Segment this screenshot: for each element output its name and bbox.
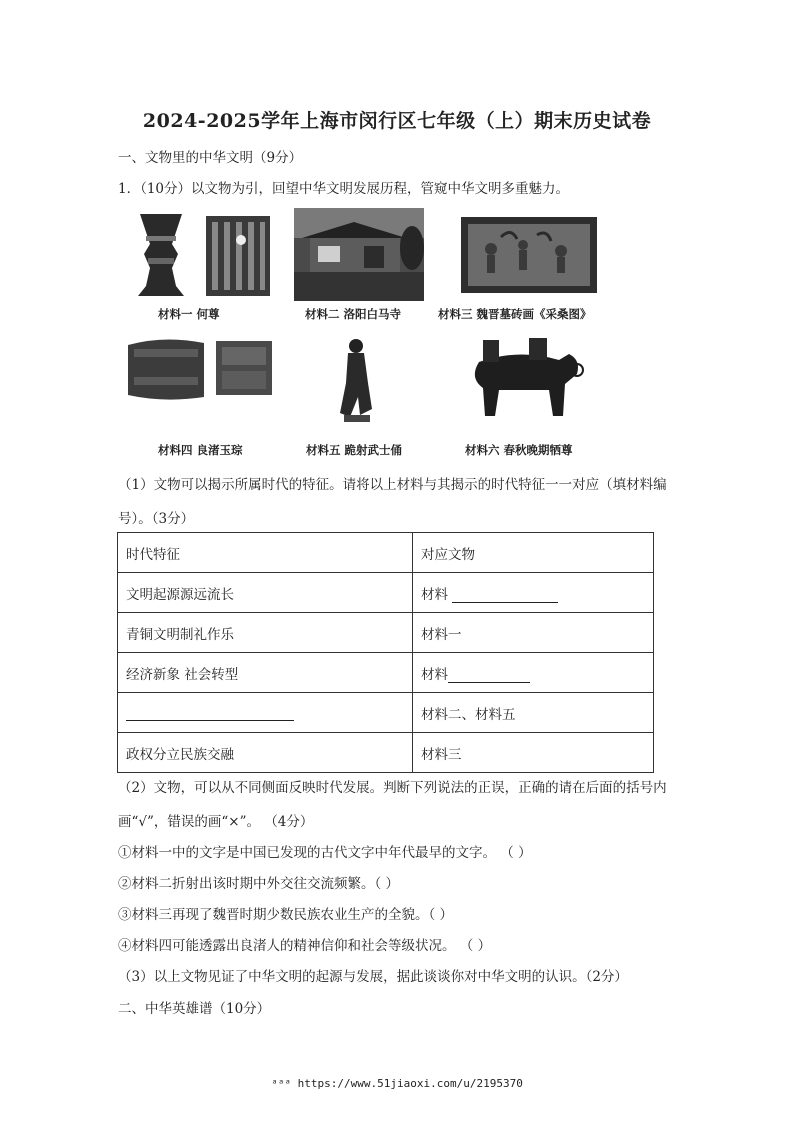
table-row	[118, 613, 654, 653]
material-6-caption: 材料六 春秋晚期牺尊	[465, 443, 573, 457]
table-header-row	[118, 533, 654, 573]
footer	[0, 1077, 794, 1090]
table-cell	[413, 573, 654, 613]
question-1-intro: 1．（10分）以文物为引，回望中华文明发展历程，管窥中华文明多重魅力。	[118, 181, 570, 197]
table-cell: 经济新象 社会转型	[118, 653, 413, 693]
answer-blank[interactable]	[452, 588, 558, 603]
material-5-caption: 材料五 跪射武士俑	[306, 443, 403, 457]
era-feature-table	[117, 532, 654, 773]
table-row	[118, 653, 654, 693]
table-cell: 材料一	[413, 613, 654, 653]
sub-question-1: （1）文物可以揭示所属时代的特征。请将以上材料与其揭示的时代特征一一对应（填材料编号）。（3分）	[118, 477, 667, 527]
table-cell: 青铜文明制礼作乐	[118, 613, 413, 653]
material-2-caption: 材料二 洛阳白马寺	[305, 307, 402, 321]
kneeling-archer-photo	[338, 337, 374, 423]
table-header: 时代特征	[118, 533, 413, 573]
table-header: 对应文物	[413, 533, 654, 573]
sub-question-2: （2）文物，可以从不同侧面反映时代发展。判断下列说法的正误，正确的请在后面的括号内画“√”，错误的画“×”。 （4分）	[118, 780, 667, 830]
temple-photo	[294, 208, 424, 301]
material-3-caption: 材料三 魏晋墓砖画《采桑图》	[438, 307, 592, 321]
table-row	[118, 573, 654, 613]
table-cell: 材料三	[413, 733, 654, 773]
material-1-caption: 材料一 何尊	[158, 307, 220, 321]
table-cell: 材料二、材料五	[413, 693, 654, 733]
page-title: 2024-2025学年上海市闵行区七年级（上）期末历史试卷	[142, 110, 652, 132]
section-2-heading: 二、中华英雄谱（10分）	[118, 1001, 271, 1017]
sub-question-3: （3）以上文物见证了中华文明的起源与发展，据此谈谈你对中华文明的认识。（2分）	[118, 969, 628, 985]
statement-1: ①材料一中的文字是中国已发现的古代文字中年代最早的文字。 （ ）	[118, 845, 532, 861]
jade-cong-photo	[124, 333, 278, 403]
table-cell	[413, 653, 654, 693]
bronze-vessel-photo	[126, 210, 276, 300]
answer-label: 材料	[421, 666, 448, 683]
footer-url[interactable]: https://www.51jiaoxi.com/u/2195370	[297, 1077, 523, 1090]
table-row	[118, 693, 654, 733]
table-cell: 政权分立民族交融	[118, 733, 413, 773]
material-4-caption: 材料四 良渚玉琮	[158, 443, 243, 457]
statement-3: ③材料三再现了魏晋时期少数民族农业生产的全貌。（ ）	[118, 907, 454, 923]
table-row	[118, 733, 654, 773]
statement-4: ④材料四可能透露出良渚人的精神信仰和社会等级状况。 （ ）	[118, 938, 492, 954]
answer-blank[interactable]	[448, 668, 530, 683]
answer-label: 材料	[421, 586, 448, 603]
brick-painting-photo	[461, 217, 597, 293]
answer-blank[interactable]	[126, 706, 294, 721]
ox-vessel-photo	[459, 330, 587, 422]
section-1-heading: 一、文物里的中华文明（9分）	[118, 150, 303, 166]
table-cell	[118, 693, 413, 733]
site-logo-icon: ᵃᵃᵃ	[271, 1077, 292, 1090]
statement-2: ②材料二折射出该时期中外交往交流频繁。（ ）	[118, 876, 400, 892]
table-cell: 文明起源源远流长	[118, 573, 413, 613]
